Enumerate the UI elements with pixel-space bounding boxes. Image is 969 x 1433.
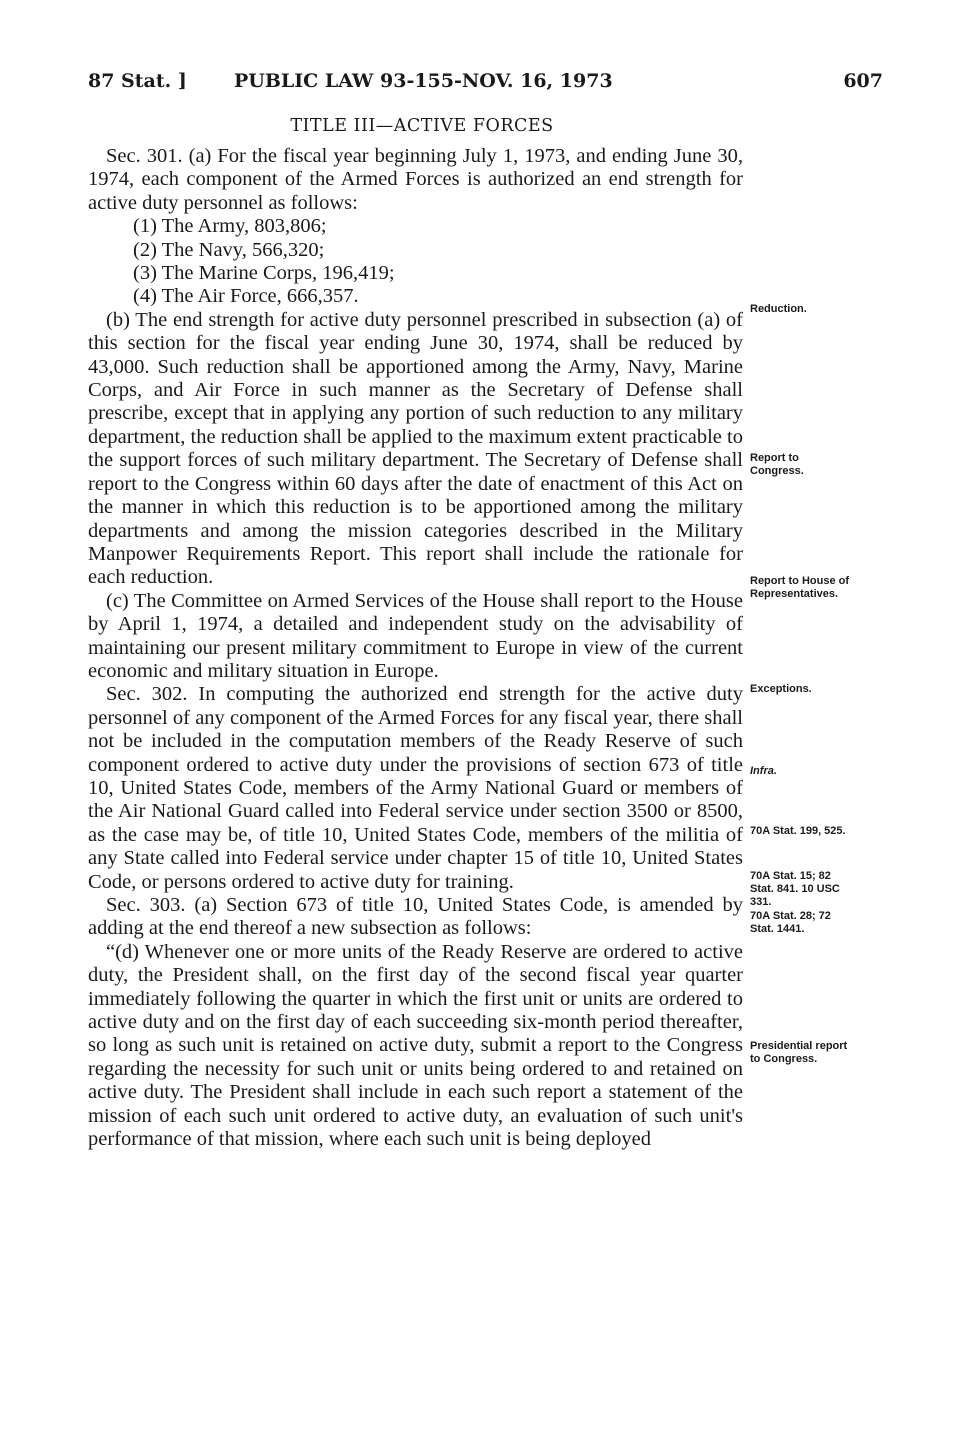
margin-note-presidential: Presidential report to Congress.	[750, 1040, 848, 1065]
list-item-army: (1) The Army, 803,806;	[133, 215, 327, 238]
page-header	[88, 70, 883, 100]
sec303-d: “(d) Whenever one or more units of the Ready Reserve are ordered to active duty, the President shall, on the first day of the second fiscal year quarter immediately following the quarter in which the first unit or units are ordered to active duty and on the first day of each succeeding six-month period thereafter, so long as such unit is retained on active duty, submit a report to the Congress regarding the necessity for such unit or units being ordered to and retained on active duty. The President shall include in each such report a statement of the mission of each such unit ordered to active duty, an evaluation of such unit's performance of that mission, where each such unit is being deployed	[88, 940, 743, 1151]
margin-note-reduction: Reduction.	[750, 303, 807, 315]
margin-note-cite-15: 70A Stat. 15; 82 Stat. 841. 10 USC 331.	[750, 870, 840, 908]
body-text	[88, 145, 743, 1151]
list-item-navy: (2) The Navy, 566,320;	[133, 238, 325, 261]
sec301-b: (b) The end strength for active duty personnel prescribed in subsection (a) of this section for the fiscal year ending June 30, 1974, shall be reduced by 43,000. Such reduction shall be apportioned among the Army, Navy, Marine Corps, and Air Force in such manner as the Secretary of Defense shall prescribe, except that in applying any portion of such reduction to any military department, the reduction shall be applied to the maximum extent practicable to the support forces of such military department. The Secretary of Defense shall report to the Congress within 60 days after the date of enactment of this Act on the manner in which this reduction is to be apportioned among the military departments and among the mission categories described in the Military Manpower Requirements Report. This report shall include the rationale for each reduction.	[88, 308, 743, 589]
margin-note-report-house: Report to House of Representatives.	[750, 575, 849, 600]
margin-note-cite-28: 70A Stat. 28; 72 Stat. 1441.	[750, 910, 831, 935]
page-number: 607	[843, 70, 883, 92]
sec301-a: Sec. 301. (a) For the fiscal year beginning July 1, 1973, and ending June 30, 1974, each component of the Armed Forces is authorized an end strength for active duty personnel as follows:	[88, 145, 743, 214]
header-law: PUBLIC LAW 93-155-NOV. 16, 1973	[234, 70, 613, 92]
list-item-air-force: (4) The Air Force, 666,357.	[133, 285, 359, 308]
margin-note-infra: Infra.	[750, 765, 777, 777]
sec301-c: (c) The Committee on Armed Services of the House shall report to the House by April 1, 1974, a detailed and independent study on the advisability of maintaining our present military commitment to Europe in view of the current economic and military situation in Europe.	[88, 589, 743, 682]
page-title: TITLE III—ACTIVE FORCES	[290, 116, 554, 136]
margin-note-exceptions: Exceptions.	[750, 683, 812, 695]
sec302: Sec. 302. In computing the authorized end strength for the active duty personnel of any component of the Armed Forces for any fiscal year, there shall not be included in the computation members of the Ready Reserve of such component ordered to active duty under the provisions of section 673 of title 10, United States Code, members of the Army National Guard or members of the Air National Guard called into Federal service under section 3500 or 8500, as the case may be, of title 10, United States Code, members of the militia of any State called into Federal service under chapter 15 of title 10, United States Code, or persons ordered to active duty for training.	[88, 683, 743, 893]
header-volume: 87 Stat. ]	[88, 70, 187, 92]
margin-note-report-congress: Report to Congress.	[750, 452, 804, 477]
margin-note-cite-199: 70A Stat. 199, 525.	[750, 825, 846, 837]
list-item-marine-corps: (3) The Marine Corps, 196,419;	[133, 262, 395, 285]
sec303-intro: Sec. 303. (a) Section 673 of title 10, United States Code, is amended by adding at the end thereof a new subsection as follows:	[88, 894, 743, 940]
